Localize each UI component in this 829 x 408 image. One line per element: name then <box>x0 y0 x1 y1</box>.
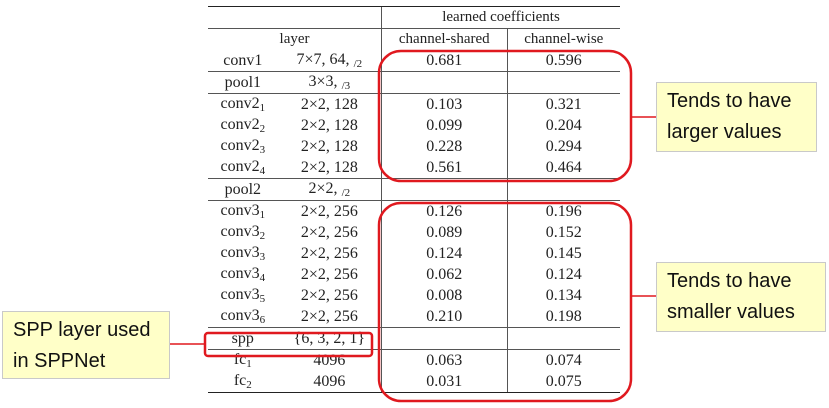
layer-subscript: 3 <box>259 251 266 263</box>
layer-spec: 7×7, 64, <box>296 51 354 68</box>
channel-wise-value: 0.124 <box>507 264 620 285</box>
layer-spec: 2×2, 128 <box>300 95 358 113</box>
channel-wise-value: 0.196 <box>507 201 620 223</box>
channel-wise-value: 0.152 <box>507 222 620 243</box>
layer-subscript: 4 <box>259 165 266 177</box>
layer-spec-stride: /3 <box>341 80 351 92</box>
smaller-callout-line1: Tends to have <box>667 270 792 292</box>
layer-spec: 2×2, 256 <box>300 265 358 283</box>
layer-name: conv2 <box>220 116 260 133</box>
smaller-values-callout <box>656 262 826 332</box>
channel-shared-value: 0.062 <box>382 264 507 285</box>
layer-name: conv3 <box>220 202 260 219</box>
channel-wise-value: 0.074 <box>507 350 620 372</box>
channel-shared-value: 0.099 <box>382 115 507 136</box>
layer-subscript: 3 <box>259 144 266 156</box>
channel-shared-value: 0.561 <box>382 157 507 179</box>
channel-shared-value: 0.008 <box>382 285 507 306</box>
channel-wise-value: 0.204 <box>507 115 620 136</box>
channel-shared-value: 0.681 <box>382 50 507 72</box>
layer-spec: 2×2, 128 <box>300 116 358 134</box>
layer-spec: 3×3, <box>308 73 342 90</box>
layer-spec: 4096 <box>313 372 346 390</box>
channel-shared-header: channel-shared <box>382 29 507 51</box>
channel-wise-value: 0.198 <box>507 306 620 328</box>
layer-spec: 4096 <box>313 351 346 369</box>
layer-header: layer <box>208 29 382 51</box>
layer-name: conv2 <box>220 137 260 154</box>
layer-spec: 2×2, 128 <box>300 137 358 155</box>
layer-spec: {6, 3, 2, 1} <box>293 329 365 347</box>
channel-wise-value: 0.075 <box>507 371 620 393</box>
larger-values-callout <box>656 82 817 152</box>
layer-name: conv3 <box>220 265 260 282</box>
larger-callout-line1: Tends to have <box>667 90 792 112</box>
layer-name: fc <box>233 351 247 368</box>
group-header: learned coefficients <box>382 7 620 29</box>
layer-subscript: 1 <box>259 209 266 221</box>
spp-row-highlight <box>205 333 372 356</box>
channel-shared-value: 0.103 <box>382 94 507 116</box>
smaller-callout-line2: smaller values <box>667 301 795 323</box>
channel-shared-value: 0.031 <box>382 371 507 393</box>
layer-spec: 2×2, 256 <box>300 286 358 304</box>
layer-subscript: 2 <box>259 230 266 242</box>
channel-shared-value: 0.210 <box>382 306 507 328</box>
smaller-values-highlight <box>379 203 631 401</box>
layer-spec: 2×2, 256 <box>300 244 358 262</box>
spp-callout <box>2 311 170 379</box>
layer-subscript: 1 <box>246 358 252 370</box>
layer-subscript: 6 <box>259 314 266 326</box>
layer-name: conv1 <box>223 51 263 69</box>
layer-spec-stride: /2 <box>341 187 351 199</box>
larger-callout-line2: larger values <box>667 121 782 143</box>
layer-name: spp <box>231 329 254 347</box>
layer-name: fc <box>233 372 247 389</box>
layer-subscript: 4 <box>259 272 266 284</box>
layer-name: conv3 <box>220 307 260 324</box>
layer-spec: 2×2, <box>308 180 342 197</box>
layer-spec: 2×2, 256 <box>300 307 358 325</box>
channel-wise-value: 0.294 <box>507 136 620 157</box>
layer-spec-stride: /2 <box>353 58 363 70</box>
layer-spec: 2×2, 256 <box>300 223 358 241</box>
layer-name: pool1 <box>224 73 262 91</box>
layer-subscript: 2 <box>246 379 252 391</box>
channel-shared-value: 0.228 <box>382 136 507 157</box>
layer-name: conv2 <box>220 95 260 112</box>
layer-name: conv3 <box>220 286 260 303</box>
spp-callout-line1: SPP layer used <box>13 319 151 341</box>
channel-wise-value: 0.596 <box>507 50 620 72</box>
channel-wise-value: 0.321 <box>507 94 620 116</box>
layer-name: conv2 <box>220 158 260 175</box>
layer-name: pool2 <box>224 180 262 198</box>
spp-callout-line2: in SPPNet <box>13 350 106 372</box>
channel-shared-value: 0.126 <box>382 201 507 223</box>
larger-values-highlight <box>379 51 631 181</box>
layer-spec: 2×2, 128 <box>300 158 358 176</box>
layer-name: conv3 <box>220 223 260 240</box>
channel-wise-value: 0.464 <box>507 157 620 179</box>
channel-wise-value: 0.145 <box>507 243 620 264</box>
channel-shared-value: 0.124 <box>382 243 507 264</box>
channel-shared-value: 0.063 <box>382 350 507 372</box>
layer-subscript: 1 <box>259 102 266 114</box>
layer-spec: 2×2, 256 <box>300 202 358 220</box>
layer-name: conv3 <box>220 244 260 261</box>
channel-wise-value: 0.134 <box>507 285 620 306</box>
channel-shared-value: 0.089 <box>382 222 507 243</box>
channel-wise-header: channel-wise <box>507 29 620 51</box>
layer-subscript: 5 <box>259 293 266 305</box>
layer-subscript: 2 <box>259 123 266 135</box>
